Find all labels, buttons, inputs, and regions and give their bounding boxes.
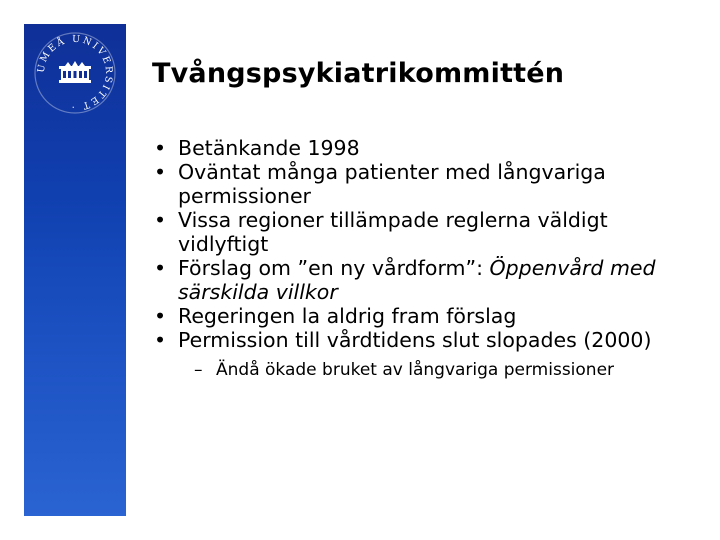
bullet-text: Vissa regioner tillämpade reglerna väldigt vidlyftigt [178,208,608,256]
sub-bullet-item [194,358,700,382]
seal-lettering: UMEÅ UNIVERSITET · [35,33,115,113]
bullet-text: Oväntat många patienter med långvariga permissioner [178,160,606,208]
sub-bullet-list [178,358,700,382]
bullet-item [152,328,700,382]
bullet-item [152,304,700,328]
bullet-text: Förslag om ”en ny vårdform”: [178,256,490,280]
bullet-text: Regeringen la aldrig fram förslag [178,304,517,328]
sub-bullet-dash: – [194,360,203,380]
sidebar-band [24,24,126,516]
bullet-item [152,208,700,256]
bullet-italic-text: Öppenvård med särskilda villkor [178,256,656,304]
sub-bullet-text: Ändå ökade bruket av långvariga permissioner [216,360,615,380]
bullet-item [152,256,700,304]
bullet-dot: • [154,208,167,232]
slide-title: Tvångspsykiatrikommittén [152,58,565,89]
bullet-list [152,136,700,382]
umea-universitet-seal-icon [32,30,118,116]
bullet-item [152,136,700,160]
bullet-dot: • [154,136,167,160]
bullet-text: Permission till vårdtidens slut slopades (2000) [178,328,652,352]
bullet-dot: • [154,328,167,352]
bullet-item [152,160,700,208]
bullet-dot: • [154,160,167,184]
bullet-text: Betänkande 1998 [178,136,360,160]
bullet-dot: • [154,256,167,280]
bullet-dot: • [154,304,167,328]
